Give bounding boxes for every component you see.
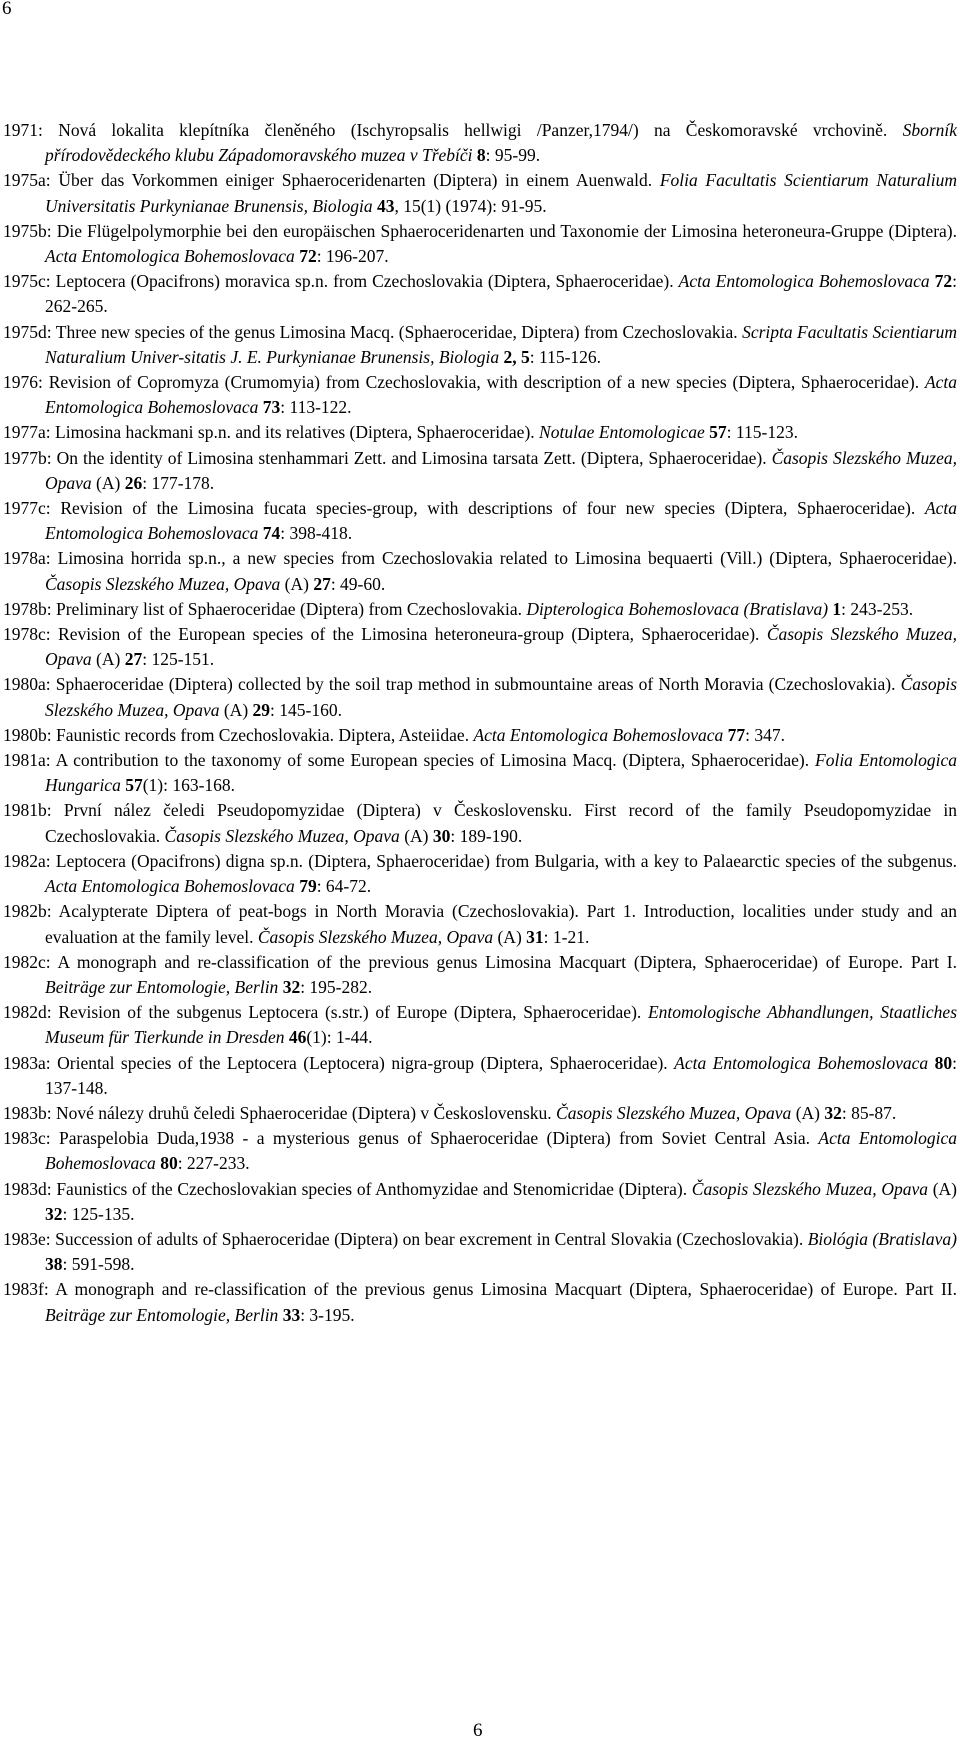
entry-series: (A) [795,1102,820,1123]
entry-volume: 38 [45,1254,63,1275]
entry-title: On the identity of Limosina stenhammari Zett. and Limosina tarsata Zett. (Diptera, Sphaeroceridae). [56,447,767,468]
entry-volume: 57 [125,775,143,796]
entry-title: Faunistics of the Czechoslovakian species of Anthomyzidae and Stenomicridae (Diptera). [56,1178,688,1199]
bibliography-entry [3,420,957,445]
entry-pages: : 195-282. [300,976,373,997]
entry-pages: : 177-178. [142,472,215,493]
entry-pages: : 95-99. [485,145,541,166]
entry-pages: : 243-253. [841,598,914,619]
entry-journal: Časopis Slezského Muzea, Opava [45,624,958,670]
entry-journal: Časopis Slezského Muzea, Opava [164,825,400,846]
bibliography-entry [3,1101,957,1126]
entry-title: Leptocera (Opacifrons) digna sp.n. (Diptera, Sphaeroceridae) from Bulgaria, with a key to Palaearctic species of the subgenus. [55,850,958,871]
entry-label: 1975c: [3,271,51,292]
entry-pages: : 85-87. [841,1102,897,1123]
entry-journal: Sborník přírodovědeckého klubu Západomoravského muzea v Třebíči [45,120,958,166]
entry-label: 1983a: [3,1052,51,1073]
bibliography-entry [3,320,957,370]
entry-series: (A) [284,573,309,594]
entry-journal: Acta Entomologica Bohemoslovaca [45,876,295,897]
entry-title: První nález čeledi Pseudopomyzidae (Diptera) v Československu. First record of the family Pseudopomyzidae in Czechoslovakia. [45,800,957,846]
entry-title: Faunistic records from Czechoslovakia. Diptera, Asteiidae. [56,724,470,745]
entry-pages: : 3-195. [300,1304,355,1325]
entry-title: Paraspelobia Duda,1938 - a mysterious genus of Sphaeroceridae (Diptera) from Soviet Central Asia. [59,1128,810,1149]
entry-journal: Časopis Slezského Muzea, Opava [45,674,958,720]
entry-volume: 80 [934,1052,953,1073]
entry-pages: : 262-265. [45,271,958,317]
entry-title: A contribution to the taxonomy of some European species of Limosina Macq. (Diptera, Sphaeroceridae). [55,750,810,771]
entry-volume: 79 [299,876,317,897]
entry-volume: 73 [262,397,281,418]
bibliography-entry [3,748,957,798]
entry-title: A monograph and re-classification of the previous genus Limosina Macquart (Diptera, Sphaeroceridae) of Europe. Part II. [55,1279,957,1300]
entry-journal: Časopis Slezského Muzea, Opava [45,447,957,493]
page-number-top: 6 [2,0,12,19]
entry-pages: : 49-60. [330,573,386,594]
entry-title: Revision of the European species of the Limosina heteroneura-group (Diptera, Sphaeroceridae). [58,624,760,645]
entry-label: 1982b: [3,901,52,922]
entry-volume: 1 [832,598,842,619]
entry-label: 1975d: [3,321,52,342]
entry-pages: : 113-122. [280,397,352,418]
entry-series: (A) [96,472,121,493]
entry-pages: : 145-160. [270,699,342,720]
entry-title: Revision of the Limosina fucata species-group, with descriptions of four new species (Diptera, Sphaeroceridae). [60,498,916,519]
entry-journal: Časopis Slezského Muzea, Opava [691,1178,929,1199]
entry-pages: : 115-123. [726,422,798,443]
entry-label: 1982a: [3,850,51,871]
entry-title: Die Flügelpolymorphie bei den europäischen Sphaeroceridenarten und Taxonomie der Limosina heteroneura-Gruppe (Diptera). [56,220,957,241]
entry-label: 1980b: [3,724,52,745]
entry-pages: : 398-418. [280,523,353,544]
entry-volume: 46 [288,1027,307,1048]
bibliography-entry [3,622,957,672]
entry-label: 1975b: [3,220,52,241]
bibliography-entry [3,446,957,496]
entry-label: 1971: [3,120,43,140]
entry-pages: : 196-207. [316,246,389,267]
entry-pages: : 227-233. [177,1153,250,1174]
entry-label: 1978a: [3,548,51,569]
entry-label: 1978b: [3,598,52,619]
entry-title: Nové nálezy druhů čeledi Sphaeroceridae (Diptera) v Československu. [56,1102,552,1123]
entry-volume: 72 [299,246,317,267]
entry-volume: 74 [262,523,281,544]
entry-volume: 32 [824,1102,842,1123]
bibliography-entry [3,370,957,420]
bibliography-list [3,118,957,1328]
bibliography-entry [3,672,957,722]
entry-title: Über das Vorkommen einiger Sphaeroceridenarten (Diptera) in einem Auenwald. [58,170,653,191]
entry-volume: 32 [282,976,301,997]
entry-pages: : 347. [745,724,786,745]
entry-title: Oriental species of the Leptocera (Leptocera) nigra-group (Diptera, Sphaeroceridae). [57,1052,668,1073]
entry-pages: : 1-21. [543,926,590,947]
bibliography-entry [3,168,957,218]
bibliography-entry [3,1000,957,1050]
entry-journal: Scripta Facultatis Scientiarum Naturalium Univer-sitatis J. E. Purkynianae Brunensis, Biologia [45,321,958,367]
entry-journal: Beiträge zur Entomologie, Berlin [45,976,279,997]
entry-pages: : 189-190. [450,825,523,846]
entry-label: 1975a: [3,170,51,191]
entry-journal: Acta Entomologica Bohemoslovaca [674,1052,929,1073]
entry-label: 1978c: [3,624,51,645]
entry-label: 1977b: [3,447,52,468]
entry-title: Limosina horrida sp.n., a new species from Czechoslovakia related to Limosina bequaerti (Vill.) (Diptera, Sphaeroceridae). [57,548,958,569]
entry-journal: Časopis Slezského Muzea, Opava [45,573,281,594]
entry-journal: Notulae Entomologicae [539,422,705,443]
entry-volume: 29 [252,699,271,720]
entry-label: 1980a: [3,674,51,695]
entry-title: Sphaeroceridae (Diptera) collected by the soil trap method in submountaine areas of North Moravia (Czechoslovakia). [55,674,896,695]
entry-series: (A) [932,1178,958,1199]
entry-journal: Dipterologica Bohemoslovaca (Bratislava) [526,598,829,619]
entry-label: 1983b: [3,1102,52,1123]
entry-title: A monograph and re-classification of the previous genus Limosina Macquart (Diptera, Sphaeroceridae) of Europe. Part I. [57,951,958,972]
entry-volume: 32 [45,1203,63,1224]
entry-label: 1981b: [3,800,52,821]
entry-pages: : 137-148. [45,1052,958,1098]
entry-title: Succession of adults of Sphaeroceridae (Diptera) on bear excrement in Central Slovakia (Czechoslovakia). [55,1228,804,1249]
entry-journal: Acta Entomologica Bohemoslovaca [473,724,724,745]
bibliography-entry [3,219,957,269]
entry-pages: : 125-151. [142,649,215,670]
entry-title: Revision of the subgenus Leptocera (s.str.) of Europe (Diptera, Sphaeroceridae). [58,1002,642,1023]
entry-title: Nová lokalita klepítníka členěného (Ischyropsalis hellwigi /Panzer,1794/) na Českomoravské vrchovině. [58,120,888,140]
entry-label: 1983d: [3,1178,52,1199]
bibliography-entry [3,118,957,168]
entry-volume: 43 [376,195,395,216]
bibliography-entry [3,1126,957,1176]
entry-title: Acalypterate Diptera of peat-bogs in North Moravia (Czechoslovakia). Part 1. Introduction, localities under study and an evaluation at the family level. [45,901,957,947]
entry-volume: 72 [934,271,953,292]
bibliography-entry [3,1277,957,1327]
entry-journal: Časopis Slezského Muzea, Opava [556,1102,792,1123]
bibliography-entry [3,1051,957,1101]
entry-pages: : 64-72. [316,876,372,897]
bibliography-entry [3,798,957,848]
entry-journal: Folia Facultatis Scientiarum Naturalium Universitatis Purkynianae Brunensis, Biologia [45,170,958,216]
entry-title: Preliminary list of Sphaeroceridae (Diptera) from Czechoslovakia. [56,598,523,619]
entry-pages: : 115-126. [529,346,602,367]
entry-volume: 33 [282,1304,301,1325]
entry-series: (A) [404,825,429,846]
bibliography-entry [3,899,957,949]
entry-volume: 77 [727,724,746,745]
entry-pages: (1): 1-44. [306,1027,373,1048]
entry-label: 1983e: [3,1228,51,1249]
entry-title: Three new species of the genus Limosina Macq. (Sphaeroceridae, Diptera) from Czechoslovakia. [55,321,738,342]
entry-label: 1983f: [3,1279,49,1300]
entry-pages: : 125-135. [62,1203,135,1224]
entry-label: 1982d: [3,1002,52,1023]
entry-label: 1977a: [3,422,51,443]
entry-volume: 80 [160,1153,178,1174]
entry-pages: : 591-598. [62,1254,135,1275]
bibliography-entry [3,496,957,546]
entry-label: 1981a: [3,750,51,771]
entry-journal: Acta Entomologica Bohemoslovaca [45,498,958,544]
entry-volume: 2, 5 [503,346,530,367]
entry-label: 1976: [3,372,43,393]
entry-series: (A) [96,649,121,670]
entry-series: (A) [497,926,522,947]
entry-journal: Folia Entomologica Hungarica [45,750,958,796]
bibliography-entry [3,1227,957,1277]
bibliography-entry [3,597,957,622]
bibliography-entry [3,849,957,899]
entry-label: 1983c: [3,1128,51,1149]
bibliography-entry [3,1177,957,1227]
entry-label: 1977c: [3,498,51,519]
entry-volume: 8 [476,145,486,166]
bibliography-entry [3,269,957,319]
entry-journal: Acta Entomologica Bohemoslovaca [45,1128,958,1174]
entry-volume: 57 [709,422,727,443]
page-number-bottom: 6 [473,1720,483,1741]
entry-volume: 30 [432,825,451,846]
entry-series: (A) [223,699,249,720]
entry-pages: (1): 163-168. [142,775,236,796]
bibliography-entry [3,723,957,748]
entry-journal: Biológia (Bratislava) [807,1228,958,1249]
entry-journal: Časopis Slezského Muzea, Opava [257,926,494,947]
entry-journal: Acta Entomologica Bohemoslovaca [678,271,930,292]
entry-journal: Acta Entomologica Bohemoslovaca [45,246,295,267]
entry-title: Revision of Copromyza (Crumomyia) from Czechoslovakia, with description of a new species (Diptera, Sphaeroceridae). [48,372,920,393]
bibliography-entry [3,546,957,596]
entry-title: Leptocera (Opacifrons) moravica sp.n. from Czechoslovakia (Diptera, Sphaeroceridae). [55,271,674,292]
entry-journal: Entomologische Abhandlungen, Staatliches Museum für Tierkunde in Dresden [45,1002,958,1048]
entry-volume: 27 [313,573,331,594]
entry-pages: , 15(1) (1974): 91-95. [394,195,547,216]
entry-journal: Beiträge zur Entomologie, Berlin [45,1304,279,1325]
entry-volume: 27 [124,649,143,670]
entry-journal: Acta Entomologica Bohemoslovaca [45,372,958,418]
entry-volume: 31 [526,926,544,947]
entry-volume: 26 [124,472,143,493]
bibliography-entry [3,950,957,1000]
entry-title: Limosina hackmani sp.n. and its relatives (Diptera, Sphaeroceridae). [55,422,535,443]
entry-label: 1982c: [3,951,51,972]
